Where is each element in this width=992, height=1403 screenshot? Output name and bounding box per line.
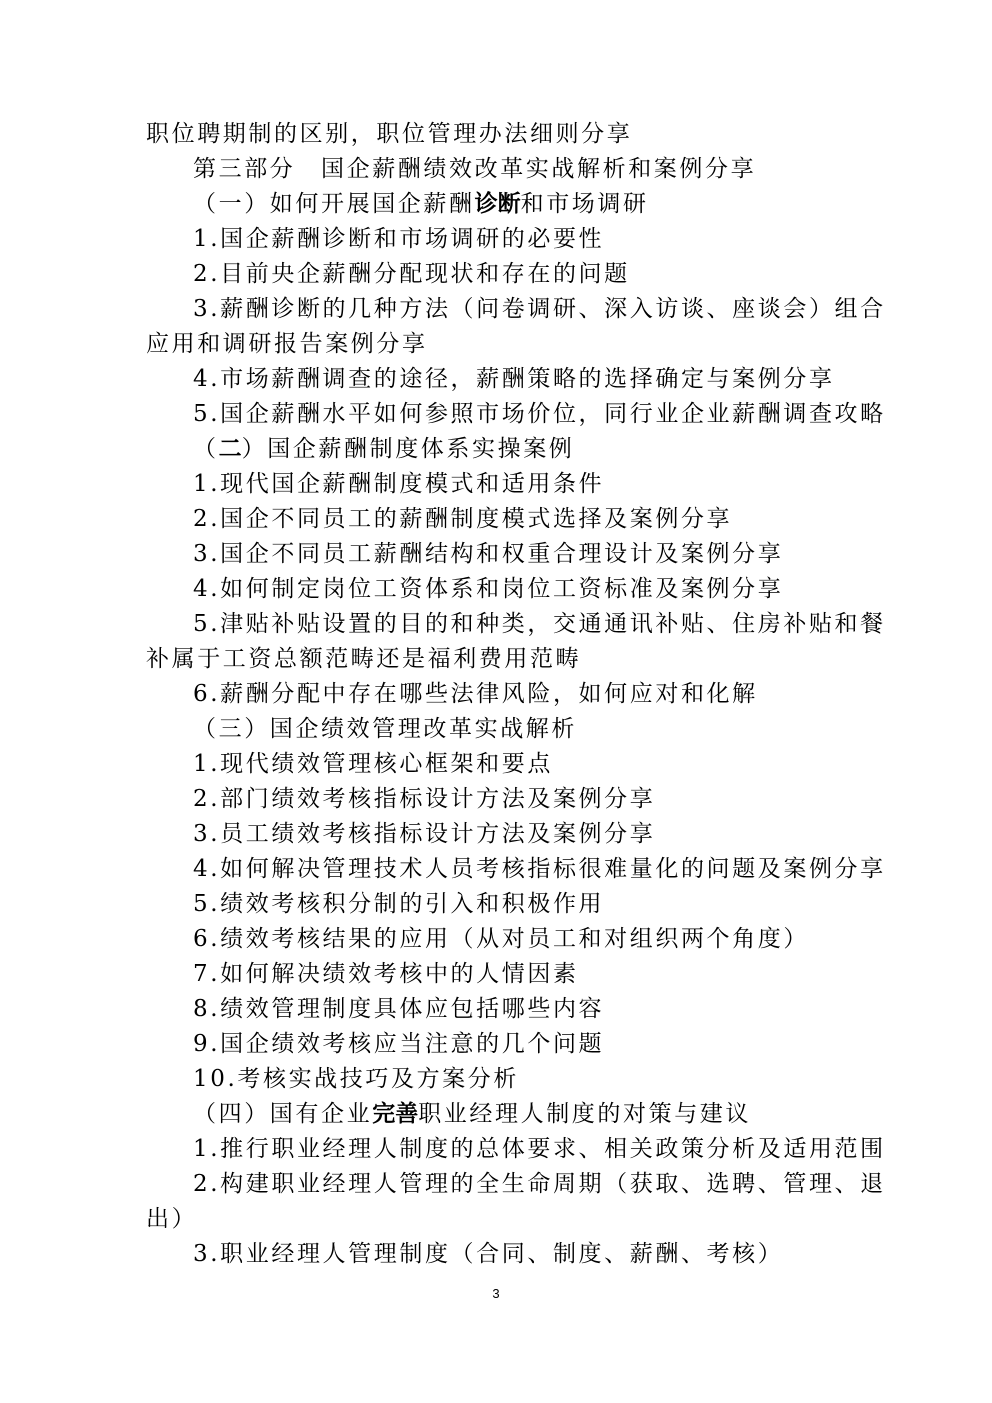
bold-text: 诊断 [474,191,521,217]
heading-text: ）国企薪酬制度体系实操案例 [241,436,575,462]
page-number: 3 [492,1286,500,1301]
list-item: 3.薪酬诊断的几种方法（问卷调研、深入访谈、座谈会）组合 [193,296,886,322]
list-item: 1.推行职业经理人制度的总体要求、相关政策分析及适用范围 [193,1136,886,1162]
list-item: 6.薪酬分配中存在哪些法律风险，如何应对和化解 [193,681,758,707]
list-item-continuation: 补属于工资总额范畴还是福利费用范畴 [146,646,582,672]
list-item: 4.如何制定岗位工资体系和岗位工资标准及案例分享 [193,576,784,602]
subsection-heading [193,432,883,467]
list-item-continuation: 应用和调研报告案例分享 [146,331,428,357]
list-item: 4.如何解决管理技术人员考核指标很难量化的问题及案例分享 [193,856,886,882]
list-item: 1.国企薪酬诊断和市场调研的必要性 [193,226,605,252]
list-item: 3.职业经理人管理制度（合同、制度、薪酬、考核） [193,1241,784,1267]
list-item: 6.绩效考核结果的应用（从对员工和对组织两个角度） [193,926,809,952]
list-item: 3.员工绩效考核指标设计方法及案例分享 [193,821,656,847]
section-heading: 第三部分 国企薪酬绩效改革实战解析和案例分享 [193,156,757,182]
heading-text: （四）国有企业 [193,1101,373,1127]
list-item-continuation: 出） [146,1206,198,1232]
list-item: 4.市场薪酬调查的途径，薪酬策略的选择确定与案例分享 [193,366,835,392]
subsection-heading [193,187,883,222]
heading-text: （ [193,436,219,462]
subsection-heading: （三）国企绩效管理改革实战解析 [193,716,577,742]
list-item: 9.国企绩效考核应当注意的几个问题 [193,1031,605,1057]
heading-text: （一）如何开展国企薪酬 [193,191,475,217]
list-item: 2.目前央企薪酬分配现状和存在的问题 [193,261,630,287]
subsection-heading [193,1097,883,1132]
text-line: 职位聘期制的区别，职位管理办法细则分享 [146,121,633,147]
heading-text: 和市场调研 [520,191,649,217]
list-item: 2.国企不同员工的薪酬制度模式选择及案例分享 [193,506,733,532]
list-item: 10.考核实战技巧及方案分析 [193,1066,519,1092]
bold-text: 完善 [372,1101,419,1127]
list-item: 5.津贴补贴设置的目的和种类，交通通讯补贴、住房补贴和餐 [193,611,886,637]
list-item: 1.现代国企薪酬制度模式和适用条件 [193,471,605,497]
bold-text: 二 [218,436,242,462]
list-item: 5.国企薪酬水平如何参照市场价位，同行业企业薪酬调查攻略 [193,401,886,427]
list-item: 5.绩效考核积分制的引入和积极作用 [193,891,605,917]
list-item: 2.构建职业经理人管理的全生命周期（获取、选聘、管理、退 [193,1171,886,1197]
list-item: 1.现代绩效管理核心框架和要点 [193,751,553,777]
list-item: 3.国企不同员工薪酬结构和权重合理设计及案例分享 [193,541,784,567]
list-item: 8.绩效管理制度具体应包括哪些内容 [193,996,605,1022]
list-item: 7.如何解决绩效考核中的人情因素 [193,961,579,987]
heading-text: 职业经理人制度的对策与建议 [418,1101,752,1127]
list-item: 2.部门绩效考核指标设计方法及案例分享 [193,786,656,812]
